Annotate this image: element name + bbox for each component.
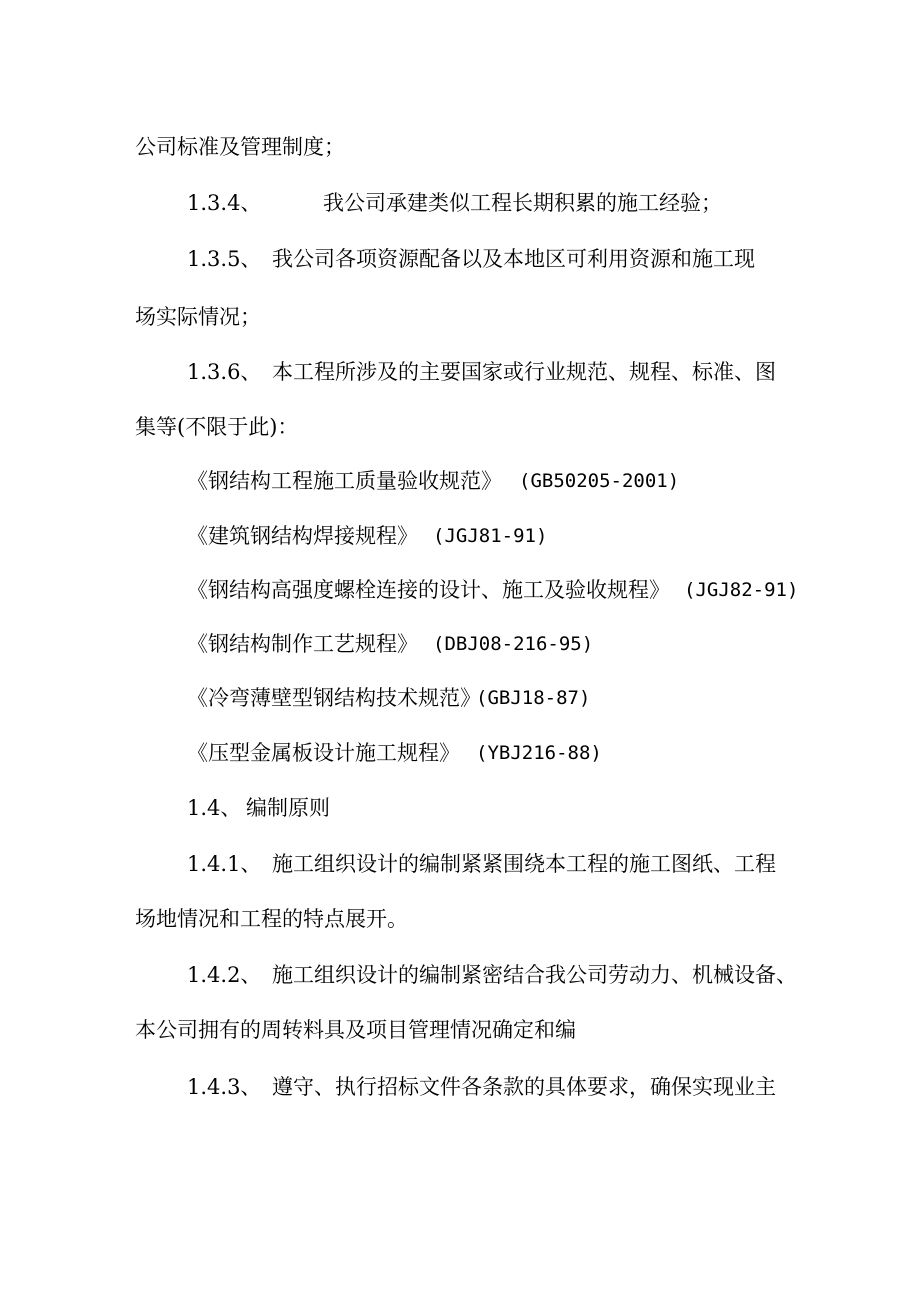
standard-code: (GBJ18-87) [476,687,591,709]
section-number: 1.3.4、 [187,191,262,215]
standard-code: (GB50205-2001) [519,470,680,492]
standard-title: 《压型金属板设计施工规程》 [187,741,460,765]
standard-title: 《钢结构高强度螺栓连接的设计、施工及验收规程》 [187,578,670,602]
standard-title: 《钢结构工程施工质量验收规范》 [187,469,502,493]
text-line: 场地情况和工程的特点展开。 [135,907,408,931]
standard-code: (JGJ81-91) [433,525,548,547]
standard-code: (YBJ216-88) [476,742,602,764]
section-number: 1.4、 [187,796,242,820]
section-heading: 编制原则 [246,796,330,820]
section-number: 1.3.6、 [187,360,262,384]
text-line: 本工程所涉及的主要国家或行业规范、规程、标准、图 [272,360,776,384]
standard-title: 《建筑钢结构焊接规程》 [187,524,418,548]
section-number: 1.4.1、 [187,852,262,876]
text-line: 集等(不限于此)： [135,415,299,439]
text-line: 我公司承建类似工程长期积累的施工经验； [323,191,722,215]
standard-code: (JGJ82-91) [684,579,799,601]
text-line: 施工组织设计的编制紧紧围绕本工程的施工图纸、工程 [272,852,776,876]
standard-title: 《钢结构制作工艺规程》 [187,632,418,656]
text-line: 场实际情况； [135,305,261,329]
section-number: 1.4.2、 [187,963,262,987]
section-number: 1.4.3、 [187,1075,262,1099]
section-number: 1.3.5、 [187,247,262,271]
text-line: 我公司各项资源配备以及本地区可利用资源和施工现 [272,247,755,271]
standard-code: (DBJ08-216-95) [433,633,594,655]
text-line: 施工组织设计的编制紧密结合我公司劳动力、机械设备、 [272,963,797,987]
text-line: 遵守、执行招标文件各条款的具体要求，确保实现业主 [272,1075,776,1099]
text-line: 公司标准及管理制度； [135,135,345,159]
standard-title: 《冷弯薄壁型钢结构技术规范》 [187,686,481,710]
text-line: 本公司拥有的周转料具及项目管理情况确定和编 [135,1018,576,1042]
